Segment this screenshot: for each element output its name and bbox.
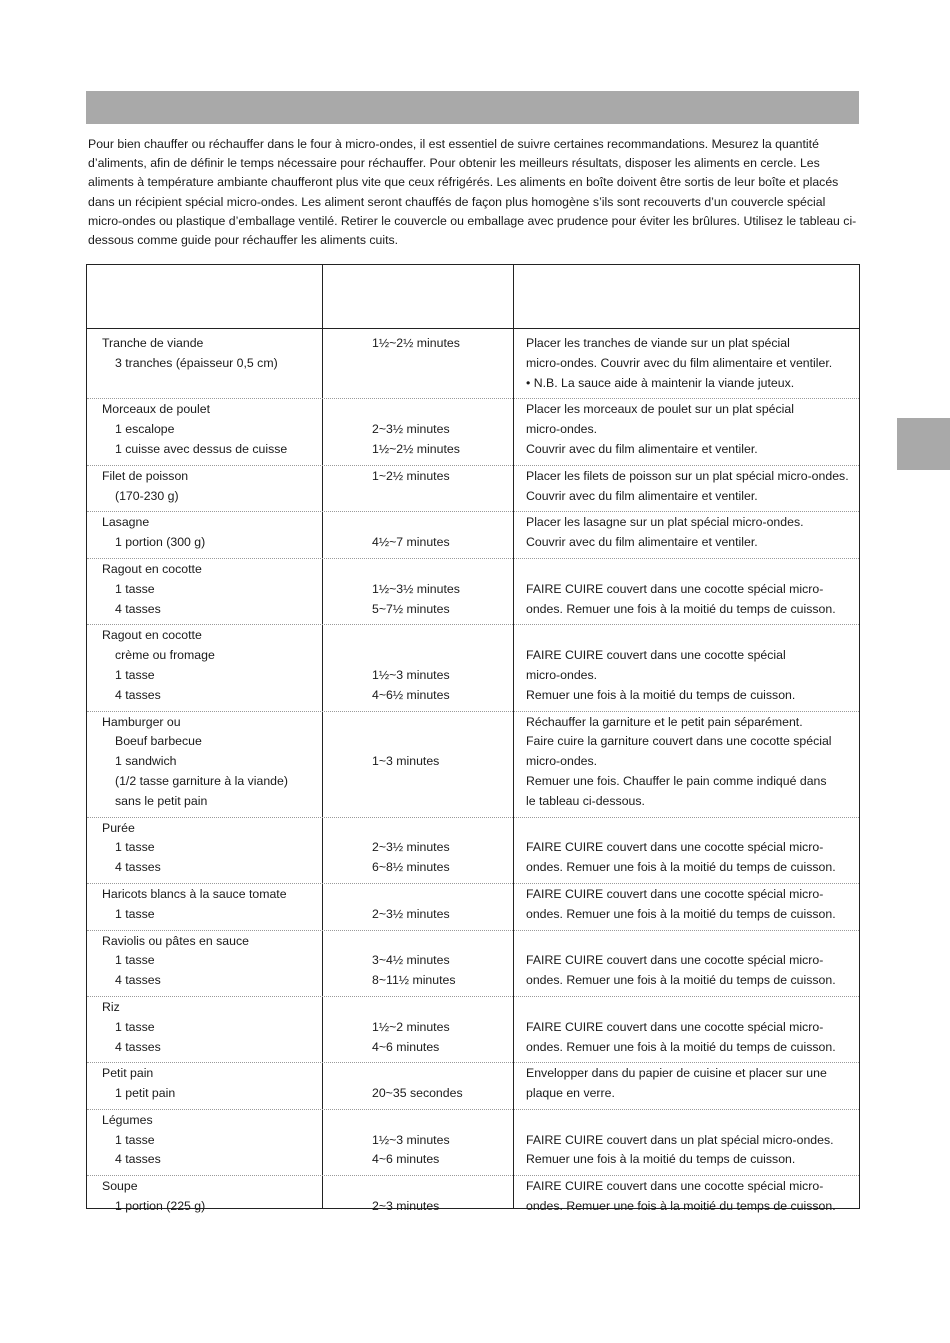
heating-time: 2~3½ minutes <box>372 840 450 855</box>
heating-time: 1½~2½ minutes <box>372 441 460 456</box>
food-cell <box>87 626 322 705</box>
instructions-cell <box>513 819 859 878</box>
food-name: Morceaux de poulet <box>102 402 211 417</box>
instructions-cell <box>513 467 859 507</box>
food-quantity: 4 tasses <box>115 1039 161 1054</box>
heating-time <box>372 1111 513 1131</box>
food-quantity: 1 tasse <box>115 1019 155 1034</box>
food-cell <box>87 1064 322 1104</box>
food-quantity: 4 tasses <box>115 860 161 875</box>
time-cell <box>322 998 513 1057</box>
food-name: Ragout en cocotte <box>102 561 202 576</box>
table-row <box>87 1177 859 1222</box>
instruction-line: ondes. Remuer une fois à la moitié du temps de cuisson. <box>526 1199 836 1214</box>
instructions-cell <box>513 513 859 553</box>
instruction-line: FAIRE CUIRE couvert dans une cocotte spécial <box>526 648 786 663</box>
instruction-line: Envelopper dans du papier de cuisine et placer sur une <box>526 1066 827 1081</box>
heating-time: 1~2½ minutes <box>372 468 450 483</box>
instruction-line <box>526 932 857 952</box>
food-quantity: 1 tasse <box>115 906 155 921</box>
heating-time <box>372 885 513 905</box>
food-cell <box>87 1177 322 1217</box>
food-quantity: 3 tranches (épaisseur 0,5 cm) <box>115 355 278 370</box>
food-name: Raviolis ou pâtes en sauce <box>102 933 249 948</box>
instruction-line: FAIRE CUIRE couvert dans une cocotte spécial micro- <box>526 886 824 901</box>
time-cell <box>322 1111 513 1170</box>
heating-time <box>372 819 513 839</box>
food-name: Tranche de viande <box>102 336 204 350</box>
food-quantity: 1 cuisse avec dessus de cuisse <box>115 441 288 456</box>
reheating-table <box>86 264 860 1214</box>
food-name: Filet de poisson <box>102 468 189 483</box>
heating-time <box>372 1064 513 1084</box>
instruction-line: Couvrir avec du film alimentaire et ventiler. <box>526 441 758 456</box>
instruction-line: Placer les tranches de viande sur un plat spécial <box>526 336 790 350</box>
instructions-cell <box>513 932 859 991</box>
heating-time <box>372 626 513 646</box>
heating-time <box>372 732 513 752</box>
table-row <box>87 400 859 465</box>
instructions-cell <box>513 885 859 925</box>
food-quantity: 1 portion (300 g) <box>115 535 206 550</box>
food-name: Haricots blancs à la sauce tomate <box>102 886 287 901</box>
heating-time <box>372 513 513 533</box>
heating-time: 4~6 minutes <box>372 1152 440 1167</box>
heating-time: 4~6 minutes <box>372 1039 440 1054</box>
instructions-cell <box>513 713 859 812</box>
time-cell <box>322 1064 513 1104</box>
instruction-line: Placer les lasagne sur un plat spécial micro-ondes. <box>526 515 804 530</box>
heating-time: 8~11½ minutes <box>372 973 456 988</box>
food-quantity: 4 tasses <box>115 601 161 616</box>
instruction-line: FAIRE CUIRE couvert dans une cocotte spécial micro- <box>526 1179 824 1194</box>
instruction-line: ondes. Remuer une fois à la moitié du temps de cuisson. <box>526 973 836 988</box>
instructions-cell <box>513 560 859 619</box>
instruction-line: Couvrir avec du film alimentaire et ventiler. <box>526 535 758 550</box>
heating-time: 2~3½ minutes <box>372 906 450 921</box>
instruction-line: micro-ondes. Couvrir avec du film alimentaire et ventiler. <box>526 355 833 370</box>
heating-time: 1½~3 minutes <box>372 667 450 682</box>
food-cell <box>87 885 322 925</box>
food-quantity: 4 tasses <box>115 973 161 988</box>
intro-paragraph: Pour bien chauffer ou réchauffer dans le four à micro-ondes, il est essentiel de suivre certaines recommandations. Mesurez la quantité d’aliments, afin de définir le temps nécessaire pour réchauffer. Pour obtenir les meilleurs résultats, disposer les aliments en cercle. Les aliments à température ambiante chaufferont plus vite que ceux réfrigérés. Les aliments en boîte doivent être sortis de leur boîte et placés dans un récipient spécial micro-ondes. Les aliment seront chauffés de façon plus homogène s’ils sont recouverts d’un couvercle spécial micro-ondes ou plastique d’emballage ventilé. Retirer le couvercle ou emballage avec prudence pour éviter les brûlures. Utilisez le tableau ci-dessous comme guide pour réchauffer les aliments cuits. <box>88 137 857 248</box>
food-cell <box>87 819 322 878</box>
time-cell <box>322 334 513 393</box>
table-row <box>87 560 859 625</box>
time-cell <box>322 885 513 925</box>
instructions-cell <box>513 626 859 705</box>
instruction-line: ondes. Remuer une fois à la moitié du temps de cuisson. <box>526 1039 836 1054</box>
instruction-line: FAIRE CUIRE couvert dans une cocotte spécial micro- <box>526 953 824 968</box>
table-row <box>87 819 859 884</box>
time-cell <box>322 560 513 619</box>
instructions-cell <box>513 1177 859 1217</box>
heating-time <box>372 400 513 420</box>
heating-time: 5~7½ minutes <box>372 601 450 616</box>
time-cell <box>322 713 513 812</box>
table-row <box>87 467 859 513</box>
table-row <box>87 1111 859 1176</box>
heating-time: 3~4½ minutes <box>372 953 450 968</box>
table-row <box>87 998 859 1063</box>
instruction-line: le tableau ci-dessous. <box>526 793 645 808</box>
instruction-line: ondes. Remuer une fois à la moitié du temps de cuisson. <box>526 860 836 875</box>
food-cell <box>87 1111 322 1170</box>
heating-time: 1½~2 minutes <box>372 1019 450 1034</box>
instruction-line: FAIRE CUIRE couvert dans un plat spécial micro-ondes. <box>526 1132 834 1147</box>
instruction-line: Placer les filets de poisson sur un plat spécial micro-ondes. <box>526 468 849 483</box>
heating-time <box>372 713 513 733</box>
food-name: Lasagne <box>102 515 150 530</box>
instruction-line: FAIRE CUIRE couvert dans une cocotte spécial micro- <box>526 840 824 855</box>
table-row <box>87 1064 859 1110</box>
heating-time <box>372 998 513 1018</box>
table-row <box>87 885 859 931</box>
food-quantity: 4 tasses <box>115 687 161 702</box>
food-quantity: 1 tasse <box>115 581 155 596</box>
food-quantity: 1 portion (225 g) <box>115 1199 206 1214</box>
instruction-line <box>526 1111 857 1131</box>
instructions-cell <box>513 1064 859 1104</box>
heating-time <box>372 646 513 666</box>
food-quantity: 4 tasses <box>115 1152 161 1167</box>
heating-time: 1~3 minutes <box>372 754 440 769</box>
side-chapter-tab <box>897 418 950 470</box>
instructions-cell <box>513 1111 859 1170</box>
instruction-line: micro-ondes. <box>526 667 598 682</box>
food-quantity: (170-230 g) <box>115 488 179 503</box>
instruction-line: Faire cuire la garniture couvert dans une cocotte spécial <box>526 734 832 749</box>
instruction-line: Remuer une fois à la moitié du temps de cuisson. <box>526 1152 796 1167</box>
instructions-cell <box>513 998 859 1057</box>
food-name: Hamburger ou <box>102 714 181 729</box>
instruction-line <box>526 626 857 646</box>
instruction-line <box>526 560 857 580</box>
instructions-cell <box>513 334 859 393</box>
instruction-line: micro-ondes. <box>526 754 598 769</box>
table-row <box>87 932 859 997</box>
table-row <box>87 513 859 559</box>
heating-time: 2~3½ minutes <box>372 422 450 437</box>
instruction-line: ondes. Remuer une fois à la moitié du temps de cuisson. <box>526 906 836 921</box>
food-name: Petit pain <box>102 1066 154 1081</box>
heating-time: 2~3 minutes <box>372 1199 440 1214</box>
instruction-line: FAIRE CUIRE couvert dans une cocotte spécial micro- <box>526 581 824 596</box>
food-quantity: 1 tasse <box>115 1132 155 1147</box>
header-divider <box>87 328 859 329</box>
table-body <box>87 334 859 1223</box>
time-cell <box>322 932 513 991</box>
table-row <box>87 626 859 711</box>
heating-time: 1½~2½ minutes <box>372 336 460 350</box>
food-cell <box>87 513 322 553</box>
food-name: Soupe <box>102 1179 138 1194</box>
instructions-cell <box>513 400 859 459</box>
instruction-line: ondes. Remuer une fois à la moitié du temps de cuisson. <box>526 601 836 616</box>
food-quantity: (1/2 tasse garniture à la viande) <box>115 773 288 788</box>
food-cell <box>87 998 322 1057</box>
heating-time <box>372 1177 513 1197</box>
food-cell <box>87 932 322 991</box>
instruction-line: Réchauffer la garniture et le petit pain séparément. <box>526 714 803 729</box>
instruction-line: Remuer une fois à la moitié du temps de cuisson. <box>526 687 796 702</box>
food-cell <box>87 560 322 619</box>
heating-time: 1½~3 minutes <box>372 1132 450 1147</box>
instruction-line <box>526 819 857 839</box>
food-cell <box>87 400 322 459</box>
food-name: Ragout en cocotte <box>102 628 202 643</box>
time-cell <box>322 400 513 459</box>
food-cell <box>87 467 322 507</box>
instruction-line: plaque en verre. <box>526 1086 615 1101</box>
instruction-line: FAIRE CUIRE couvert dans une cocotte spécial micro- <box>526 1019 824 1034</box>
food-quantity: 1 sandwich <box>115 754 177 769</box>
heating-time: 1½~3½ minutes <box>372 581 460 596</box>
food-quantity: 1 petit pain <box>115 1086 176 1101</box>
heating-time <box>372 932 513 952</box>
time-cell <box>322 513 513 553</box>
food-quantity: 1 tasse <box>115 667 155 682</box>
food-name: Légumes <box>102 1112 153 1127</box>
food-quantity: 1 tasse <box>115 840 155 855</box>
food-cell <box>87 334 322 393</box>
food-name: Riz <box>102 999 120 1014</box>
food-cell <box>87 713 322 812</box>
instruction-line: Remuer une fois. Chauffer le pain comme indiqué dans <box>526 773 827 788</box>
food-quantity: sans le petit pain <box>115 793 208 808</box>
food-quantity: 1 escalope <box>115 422 175 437</box>
heating-time <box>372 560 513 580</box>
instruction-line <box>526 998 857 1018</box>
time-cell <box>322 819 513 878</box>
food-quantity: Boeuf barbecue <box>115 734 202 749</box>
time-cell <box>322 1177 513 1217</box>
heating-time: 4~6½ minutes <box>372 687 450 702</box>
instruction-line: Couvrir avec du film alimentaire et ventiler. <box>526 488 758 503</box>
food-quantity: 1 tasse <box>115 953 155 968</box>
heating-time: 6~8½ minutes <box>372 860 450 875</box>
heating-time: 4½~7 minutes <box>372 535 450 550</box>
time-cell <box>322 467 513 507</box>
instruction-line: micro-ondes. <box>526 422 598 437</box>
table-row <box>87 334 859 399</box>
food-name: Purée <box>102 820 135 835</box>
section-title-bar <box>86 91 859 124</box>
time-cell <box>322 626 513 705</box>
heating-time: 20~35 secondes <box>372 1086 463 1101</box>
food-quantity: crème ou fromage <box>115 648 215 663</box>
table-row <box>87 713 859 818</box>
instruction-line: Placer les morceaux de poulet sur un plat spécial <box>526 402 794 417</box>
instruction-line: • N.B. La sauce aide à maintenir la viande juteux. <box>526 375 795 390</box>
